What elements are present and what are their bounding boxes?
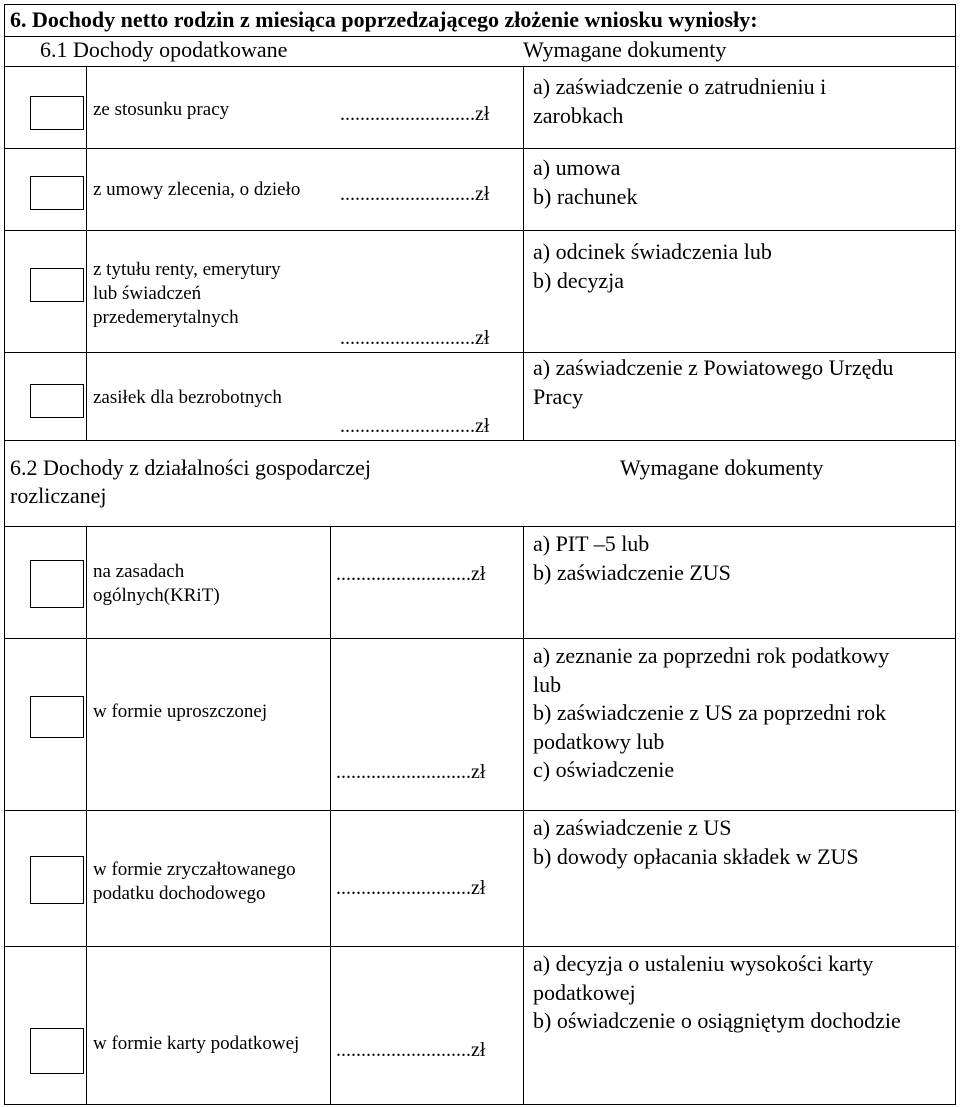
section1-col-divider-2	[523, 66, 524, 440]
row-divider	[4, 352, 956, 353]
label-line: lub świadczeń	[93, 283, 202, 304]
page-title: 6. Dochody netto rodzin z miesiąca poprzedzającego złożenie wniosku wyniosły:	[10, 7, 758, 32]
doc-line: b) decyzja	[533, 267, 624, 293]
docs-simplified	[533, 642, 889, 785]
section2-col-divider-1	[86, 526, 87, 1104]
checkbox-tax-card[interactable]	[30, 1028, 84, 1074]
row-label-general-rules	[93, 560, 220, 608]
docs-employment	[533, 73, 826, 130]
doc-line: b) oświadczenie o osiągniętym dochodzie	[533, 1008, 901, 1033]
label-line: ogólnych(KRiT)	[93, 585, 220, 606]
frame-top	[4, 4, 956, 5]
amount-field-contract[interactable]: ...........................zł	[340, 183, 490, 205]
doc-line: lub	[533, 671, 562, 697]
docs-tax-card	[533, 950, 901, 1036]
row-label-simplified: w formie uproszczonej	[93, 701, 268, 722]
label-line: na zasadach	[93, 561, 185, 582]
section1-docs-heading: Wymagane dokumenty	[523, 37, 727, 62]
label-line: w formie zryczałtowanego	[93, 859, 296, 880]
checkbox-unemployment[interactable]	[30, 384, 84, 418]
row-label-lump-sum	[93, 858, 296, 906]
doc-line: a) zaświadczenie z US	[533, 815, 732, 840]
doc-line: a) zaświadczenie o zatrudnieniu i	[533, 74, 827, 99]
doc-line: a) zeznanie za poprzedni rok podatkowy	[533, 643, 890, 668]
doc-line: b) zaświadczenie ZUS	[533, 559, 731, 585]
frame-right	[955, 4, 956, 1104]
row-divider	[4, 946, 956, 947]
doc-line: podatkowej	[533, 979, 636, 1005]
docs-contract	[533, 154, 637, 211]
label-line: z tytułu renty, emerytury	[93, 259, 281, 280]
amount-field-lump-sum[interactable]: ...........................zł	[336, 877, 486, 899]
doc-line: a) umowa	[533, 155, 621, 180]
docs-general-rules	[533, 530, 731, 587]
checkbox-employment[interactable]	[30, 96, 84, 130]
row-label-employment: ze stosunku pracy	[93, 99, 230, 120]
doc-line: podatkowy lub	[533, 728, 665, 754]
section1-col-divider-1	[86, 66, 87, 440]
row-divider	[4, 148, 956, 149]
section2-header-divider	[4, 526, 956, 527]
row-label-unemployment: zasiłek dla bezrobotnych	[93, 387, 282, 408]
row-label-contract: z umowy zlecenia, o dzieło	[93, 179, 301, 200]
section1-header-divider	[4, 66, 956, 67]
amount-field-employment[interactable]: ...........................zł	[340, 103, 490, 125]
doc-line: a) decyzja o ustaleniu wysokości karty	[533, 951, 874, 976]
section2-col-divider-3	[523, 526, 524, 1104]
doc-line: b) rachunek	[533, 183, 638, 209]
doc-line: Pracy	[533, 383, 584, 409]
row-divider	[4, 230, 956, 231]
checkbox-pension[interactable]	[30, 268, 84, 302]
row-label-tax-card: w formie karty podatkowej	[93, 1033, 300, 1054]
checkbox-contract[interactable]	[30, 176, 84, 210]
amount-field-simplified[interactable]: ...........................zł	[336, 761, 486, 783]
amount-field-unemployment[interactable]: ...........................zł	[340, 415, 490, 437]
heading-line: 6.2 Dochody z działalności gospodarczej	[10, 455, 372, 480]
checkbox-simplified[interactable]	[30, 696, 84, 738]
row-label-pension	[93, 258, 281, 330]
frame-left	[4, 4, 5, 1104]
section2-docs-heading: Wymagane dokumenty	[620, 455, 824, 480]
doc-line: zarobkach	[533, 102, 624, 128]
checkbox-lump-sum[interactable]	[30, 856, 84, 904]
section1-heading: 6.1 Dochody opodatkowane	[40, 37, 288, 62]
doc-line: a) PIT –5 lub	[533, 531, 650, 556]
section2-col-divider-2	[330, 526, 331, 1104]
section-divider	[4, 440, 956, 441]
section2-heading	[10, 454, 371, 510]
doc-line: b) zaświadczenie z US za poprzedni rok	[533, 700, 887, 725]
amount-field-pension[interactable]: ...........................zł	[340, 327, 490, 349]
label-line: przedemerytalnych	[93, 307, 239, 328]
checkbox-general-rules[interactable]	[30, 560, 84, 608]
doc-line: b) dowody opłacania składek w ZUS	[533, 843, 859, 869]
heading-line: rozliczanej	[10, 483, 107, 508]
doc-line: c) oświadczenie	[533, 757, 675, 782]
doc-line: a) odcinek świadczenia lub	[533, 239, 772, 264]
row-divider	[4, 638, 956, 639]
frame-bottom	[4, 1104, 956, 1105]
row-divider	[4, 810, 956, 811]
amount-field-general-rules[interactable]: ...........................zł	[336, 563, 486, 585]
label-line: podatku dochodowego	[93, 883, 266, 904]
doc-line: a) zaświadczenie z Powiatowego Urzędu	[533, 355, 894, 380]
amount-field-tax-card[interactable]: ...........................zł	[336, 1039, 486, 1061]
docs-pension	[533, 238, 772, 295]
docs-lump-sum	[533, 814, 859, 871]
docs-unemployment	[533, 354, 893, 411]
